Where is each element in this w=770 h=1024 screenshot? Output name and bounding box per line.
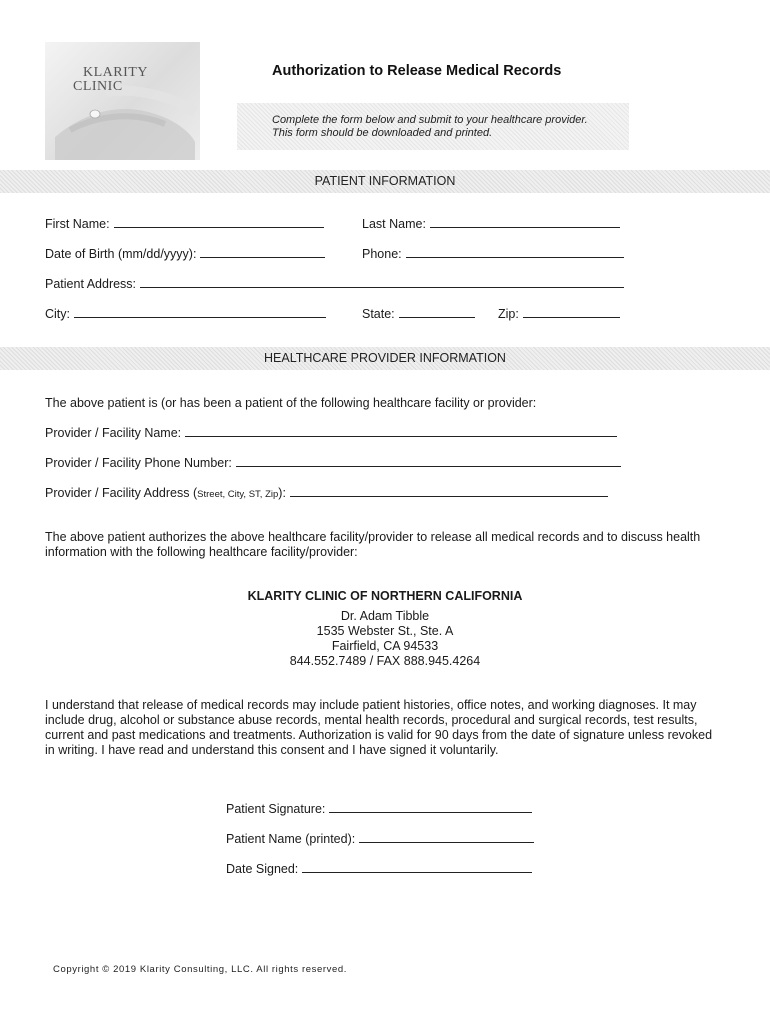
phone-line[interactable]	[406, 247, 624, 258]
address-line[interactable]	[140, 277, 624, 288]
address-field[interactable]	[45, 277, 624, 291]
clinic-logo	[45, 42, 200, 160]
last-name-line[interactable]	[430, 217, 620, 228]
facility-address-label: Provider / Facility Address	[45, 486, 190, 500]
date-signed-field[interactable]	[226, 862, 532, 876]
first-name-field[interactable]	[45, 217, 324, 231]
instructions-note	[237, 103, 629, 150]
consent-line-3: current and past medications and treatments. Authorization is valid for 90 days from the date of signature unless revoked	[45, 728, 713, 742]
facility-address-hint-open: (	[192, 486, 198, 500]
instructions-line-1: Complete the form below and submit to your healthcare provider.	[272, 114, 588, 126]
facility-address-line[interactable]	[290, 486, 608, 497]
phone-field[interactable]	[362, 247, 624, 261]
first-name-label: First Name:	[45, 217, 110, 231]
copyright-notice: Copyright © 2019 Klarity Consulting, LLC. All rights reserved.	[53, 964, 347, 975]
printed-name-line[interactable]	[359, 832, 534, 843]
facility-name-line[interactable]	[185, 426, 617, 437]
facility-phone-label: Provider / Facility Phone Number:	[45, 456, 232, 470]
facility-name-label: Provider / Facility Name:	[45, 426, 182, 440]
first-name-line[interactable]	[114, 217, 324, 228]
state-line[interactable]	[399, 307, 475, 318]
consent-statement	[45, 698, 712, 758]
page-title: Authorization to Release Medical Records	[272, 63, 562, 79]
zip-line[interactable]	[523, 307, 620, 318]
city-line[interactable]	[74, 307, 326, 318]
signature-label: Patient Signature:	[226, 802, 326, 816]
facility-phone-field[interactable]	[45, 456, 621, 470]
patient-section-header: PATIENT INFORMATION	[0, 170, 770, 193]
authorization-line-1: The above patient authorizes the above healthcare facility/provider to release all medical records and to discuss health	[45, 530, 701, 544]
last-name-label: Last Name:	[362, 217, 426, 231]
last-name-field[interactable]	[362, 217, 620, 231]
logo-wordmark	[73, 66, 148, 94]
address-label: Patient Address:	[45, 277, 137, 291]
hands-illustration	[45, 42, 200, 160]
dob-line[interactable]	[200, 247, 325, 258]
facility-address-hint: Street, City, ST, Zip	[197, 489, 279, 500]
zip-label: Zip:	[498, 307, 519, 321]
recipient-clinic: KLARITY CLINIC OF NORTHERN CALIFORNIA	[247, 589, 523, 603]
dob-label: Date of Birth (mm/dd/yyyy):	[45, 247, 197, 261]
logo-line-2: CLINIC	[73, 79, 123, 94]
provider-intro: The above patient is (or has been a patient of the following healthcare facility or provider:	[45, 396, 537, 410]
zip-field[interactable]	[498, 307, 620, 321]
printed-name-label: Patient Name (printed):	[226, 832, 356, 846]
recipient-block	[0, 589, 770, 669]
printed-name-field[interactable]	[226, 832, 534, 846]
facility-address-field[interactable]	[45, 486, 608, 500]
authorization-line-2: information with the following healthcare facility/provider:	[45, 545, 358, 559]
city-field[interactable]	[45, 307, 326, 321]
logo-line-1: KLARITY	[83, 65, 148, 80]
state-field[interactable]	[362, 307, 475, 321]
consent-line-4: in writing. I have read and understand this consent and I have signed it voluntarily.	[45, 743, 499, 757]
phone-label: Phone:	[362, 247, 402, 261]
recipient-doctor: Dr. Adam Tibble	[340, 609, 430, 623]
state-label: State:	[362, 307, 395, 321]
consent-line-2: include drug, alcohol or substance abuse records, mental health records, procedural and surgical records, test results,	[45, 713, 698, 727]
recipient-city: Fairfield, CA 94533	[331, 639, 439, 653]
facility-address-hint-close: ):	[278, 486, 286, 500]
signature-line[interactable]	[329, 802, 532, 813]
provider-section-header: HEALTHCARE PROVIDER INFORMATION	[0, 347, 770, 370]
facility-phone-line[interactable]	[236, 456, 621, 467]
recipient-street: 1535 Webster St., Ste. A	[316, 624, 454, 638]
date-signed-line[interactable]	[302, 862, 532, 873]
dob-field[interactable]	[45, 247, 325, 261]
date-signed-label: Date Signed:	[226, 862, 299, 876]
facility-name-field[interactable]	[45, 426, 617, 440]
consent-line-1: I understand that release of medical records may include patient histories, office notes, and working diagnoses. It may	[45, 698, 697, 712]
city-label: City:	[45, 307, 70, 321]
signature-field[interactable]	[226, 802, 532, 816]
recipient-phone: 844.552.7489 / FAX 888.945.4264	[289, 654, 481, 668]
instructions-line-2: This form should be downloaded and printed.	[272, 127, 493, 139]
authorization-statement	[45, 530, 700, 560]
